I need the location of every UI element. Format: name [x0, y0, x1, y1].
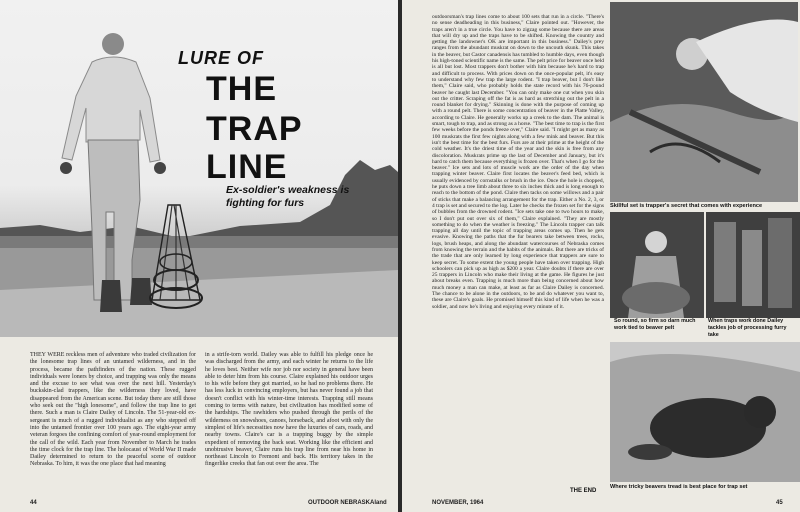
- photo-processing-furs: [706, 212, 800, 318]
- photo-beaver-pelt-illustration: [610, 212, 704, 318]
- hero-photo-trapper-with-traps: [0, 0, 398, 337]
- title-line-2: TRAP: [206, 110, 303, 148]
- title-prefix: LURE OF: [178, 48, 264, 68]
- the-end-mark: THE END: [570, 488, 597, 494]
- article-subtitle: Ex-soldier's weakness is fighting for furs: [226, 184, 350, 209]
- right-page: [402, 0, 800, 512]
- right-running-footer: NOVEMBER, 1964: [432, 500, 484, 506]
- caption-mid-right: When traps work done Dailey tackles job of processing furry take: [708, 318, 787, 338]
- left-page-number: 44: [30, 500, 37, 506]
- caption-bottom: Where tricky beavers tread is best place for trap set: [610, 484, 748, 490]
- left-running-footer: OUTDOOR NEBRASKAland: [308, 500, 387, 506]
- photo-beaver-on-bank: [610, 342, 800, 482]
- photo-beaver-on-bank-illustration: [610, 342, 800, 482]
- title-line-1: THE: [206, 70, 277, 108]
- caption-top: Skillful set is trapper's secret that comes with experience: [610, 203, 763, 209]
- right-page-number: 45: [776, 500, 783, 506]
- right-body-column: outdoorsman's trap lines come to about 100 sets that run in a circle. "There's no sense deadheading in this business," Claire pointed out. "However, the traps aren't in a true circle. You have to zigzag some because there are areas that will dry up and the traps have to be shifted. Knowing the country and getting the landowner's OK are important in this business." Dailey's prey ranges from the abundant muskrat on down to the uncouth skunk. This takes in the beaver, but Castor canadensis has tumbled to humble days, even though his high-toned scientific name is the same. The pelt price for beaver once held is all but lost. Most trappers don't bother with him because he's hard to trap and difficult to process. With prices down on the once-popular pelt, it's easy to understand why few trap the large rodent. "I trap beaver, but I don't like them," Claire said, who probably holds the state record with his 76-pound beaver he caught last December. "You can only make one cut when you skin out the critter. Scraping off the fat is as hard as stretching out the pelt in a round blanket for drying." Skinning is done with the purpose of coming up with a round pelt. There is some concentration of beaver in the Platte Valley, according to Claire. He generally works up a creek to the dam. The animal is smart, tough to trap, and as strong as a horse. "The best time to trap is the first few weeks before the ponds freeze over," Claire said. "I might get as many as 100 muskrats the first few nights along with a few mink and beaver. But this isn't the best time for the best furs. Furs are at their prime at the height of the cold weather. It's the driest time of the year and the skin is free from any discoloration. Muskrats prime up the last of December and January, but it's hard to catch them because everything is frozen over. That's when I go for the beaver." Ice sets and lots of muscle work are the order of the day when trapping winter beaver. Claire first locates the beaver's feed bed, which is usually evidenced by cornstalks or brush in the ice. Once the hole is chopped, he puts down a tree limb about three to six inches thick and is long enough to reach to the bottom of the pond. Claire then tacks on some willows and a pair of sticks that make a balancing arrangement for the trap. Either a No. 2, 3, or 4 trap is set and secured to the log. Later he checks the frozen set for the signs of bubbles from the drowned rodent. "Ice sets take one to two hours to make, so I don't put out over six of them," Claire explained. "They are mostly something to do when the weather is freezing." The Lincoln trapper can talk trapping all day until the topic of trapping areas comes up. Then he gets evasive. Knowing the paths that the fur bearers take between trees, rocks, logs, brush heaps, and along the abundant watercourses of Nebraska comes from knowing the terrain and the habits of the animals. But there are tricks of the trade that are only learned by long experience that trappers are sure to keep secret. To some extent the young people have taken over trapping. High schoolers can pick up as high as $200 a year. Claire doubts if there are over 25 trappers in Lincoln who make their living at the game. He figures he just about breaks even. Trapping is much more than being concerned about how much money a man can make, at least as far as Claire Dailey is concerned. The chance to be alone in the outdoors, to be and do whatever you want to, these are Claire's goals. He promised himself this kind of life when he was a soldier, and now he's living and enjoying every minute of it.: [432, 14, 604, 310]
- photo-trapper-setting-trap: [610, 2, 798, 202]
- left-page: [0, 0, 398, 512]
- photo-processing-furs-illustration: [706, 212, 800, 318]
- photo-beaver-pelt: [610, 212, 704, 318]
- title-line-3: LINE: [206, 148, 288, 186]
- caption-mid-left: So round, so firm so darn much work tied to beaver pelt: [614, 318, 696, 331]
- left-body-column-1: THEY WERE reckless men of adventure who traded civilization for the lonesome trap lines of an untamed wilderness, and in the process, became the pathfinders of the nation. These rugged individuals were loners by choice, and trapping was only the means and the excuse to see what was over the next hill. Yesterday's buckskin-clad trappers, like the wilderness they loved, have disappeared from the American scene. But today there are still those who seek out the "high lonesome", and follow the trap line to get there. Such a man is Claire Dailey of Lincoln. The 51-year-old ex-sergeant is much of a rugged individualist as any who stepped off into the untamed frontier over 100 years ago. The eight-year army veteran forgoes the confining comfort of year-round employment for the call of the wild. Each year from November to March he trades the time clock for the trap line. The holocaust of World War II made Dailey determined to return to the peaceful scene of outdoor Nebraska. To him, it was the one place that had meaning: [30, 352, 196, 468]
- left-body-column-2: in a strife-torn world. Dailey was able to fulfill his pledge once he was discharged from the army, and each winter he returns to the life he loves best. Neither wife nor job nor society in general have been able to deter him from his course. Claire explained his outdoor urges to his wife before they got married, so he had no problems there. He has less luck in convincing employers, but has never found a job that doesn't conflict with his winter-time interests. Trapping still means coming to terms with nature, but civilization has modified some of the hardships. The rawhiders who pushed through the perils of the wilderness on snowshoes, canoes, horseback, and afoot with only the simplest of life's necessities now have the luxuries of cars, roads, and nearby towns. Claire's car is a trapping buggy by the simple expedient of removing the back seat. Working like the efficient and unobtrusive beaver, Claire runs his trap line from near his home in northeast Lincoln to Fremont and back. His territory takes in the fingerlike creeks that fan out over the area. The: [205, 352, 373, 468]
- photo-trapper-setting-trap-illustration: [610, 2, 798, 202]
